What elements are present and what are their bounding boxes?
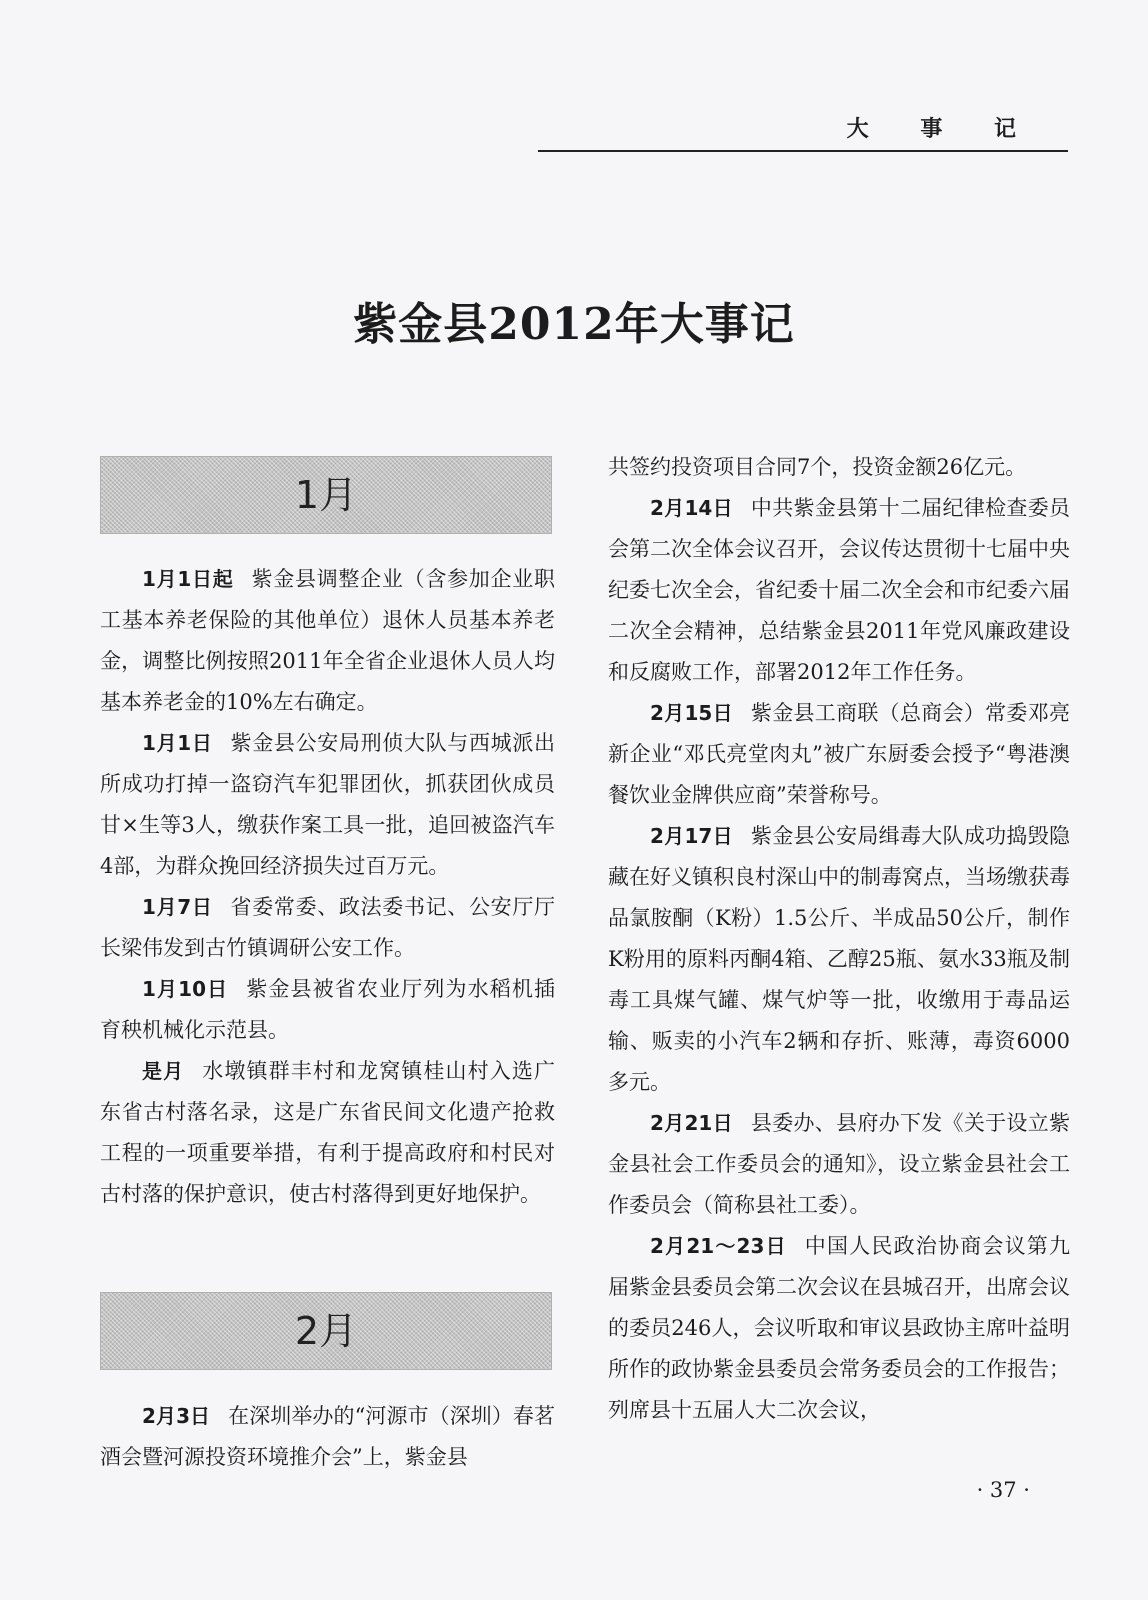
entry-date: 2月21日 — [650, 1111, 733, 1135]
entry-text: 县委办、县府办下发《关于设立紫金县社会工作委员会的通知》，设立紫金县社会工作委员会（简称县社工委）。 — [608, 1111, 1071, 1217]
january-entries — [100, 559, 555, 1215]
page-number: · 37 · — [976, 1478, 1030, 1502]
continued-text: 共签约投资项目合同7个，投资金额26亿元。 — [608, 455, 1027, 479]
entry-text: 省委常委、政法委书记、公安厅厅长梁伟发到古竹镇调研公安工作。 — [100, 895, 556, 960]
entry-text: 紫金县公安局缉毒大队成功捣毁隐藏在好义镇积良村深山中的制毒窝点，当场缴获毒品氯胺酮（K粉）1.5公斤、半成品50公斤，制作K粉用的原料丙酮4箱、乙醇25瓶、氨水33瓶及制毒工具煤气罐、煤气炉等一批，收缴用于毒品运输、贩卖的小汽车2辆和存折、账薄，毒资6000多元。 — [608, 824, 1071, 1094]
entry-text: 在深圳举办的“河源市（深圳）春茗酒会暨河源投资环境推介会”上，紫金县 — [100, 1404, 555, 1469]
entry-text: 紫金县调整企业（含参加企业职工基本养老保险的其他单位）退休人员基本养老金，调整比例按照2011年全省企业退休人员人均基本养老金的10%左右确定。 — [100, 567, 556, 714]
entry-date: 1月10日 — [142, 977, 229, 1001]
entry — [100, 723, 555, 887]
header-rule — [538, 150, 1068, 152]
running-header: 大 事 记 — [846, 116, 1038, 142]
entry-date: 2月14日 — [650, 496, 733, 520]
entry-date: 2月15日 — [650, 701, 733, 725]
entry-text: 中共紫金县第十二届纪律检查委员会第二次全体会议召开，会议传达贯彻十七届中央纪委七次全会，省纪委十届二次全会和市纪委六届二次全会精神，总结紫金县2011年党风廉政建设和反腐败工作，部署2012年工作任务。 — [608, 496, 1071, 684]
entry-text: 中国人民政治协商会议第九届紫金县委员会第二次会议在县城召开，出席会议的委员246人，会议听取和审议县政协主席叶益明所作的政协紫金县委员会常务委员会的工作报告；列席县十五届人大二次会议， — [608, 1234, 1070, 1422]
entry — [100, 1396, 555, 1478]
entry — [100, 969, 555, 1051]
entry — [608, 693, 1070, 816]
entry-date: 1月7日 — [142, 895, 213, 919]
entry-date: 1月1日 — [142, 731, 213, 755]
february-entries-right — [608, 447, 1070, 1431]
entry-date: 2月3日 — [142, 1404, 211, 1428]
entry-date: 1月1日起 — [142, 567, 234, 591]
entry-date: 是月 — [142, 1059, 185, 1083]
entry — [608, 488, 1070, 693]
month-heading-february: 2月 — [100, 1292, 552, 1370]
entry — [608, 1226, 1070, 1431]
entry-date: 2月17日 — [650, 824, 733, 848]
entry-text: 紫金县工商联（总商会）常委邓亮新企业“邓氏亮堂肉丸”被广东厨委会授予“粤港澳餐饮业金牌供应商”荣誉称号。 — [608, 701, 1071, 807]
entry — [100, 887, 555, 969]
month-heading-january: 1月 — [100, 456, 552, 534]
entry-text: 紫金县公安局刑侦大队与西城派出所成功打掉一盗窃汽车犯罪团伙，抓获团伙成员甘×生等3人，缴获作案工具一批，追回被盗汽车4部，为群众挽回经济损失过百万元。 — [100, 731, 556, 878]
entry — [100, 1051, 555, 1215]
entry-text: 水墩镇群丰村和龙窝镇桂山村入选广东省古村落名录，这是广东省民间文化遗产抢救工程的一项重要举措，有利于提高政府和村民对古村落的保护意识，使古村落得到更好地保护。 — [100, 1059, 556, 1206]
entry — [100, 559, 555, 723]
february-entries-left — [100, 1396, 555, 1478]
entry — [608, 816, 1070, 1103]
entry-date: 2月21～23日 — [650, 1234, 787, 1258]
entry-text: 紫金县被省农业厅列为水稻机插育秧机械化示范县。 — [100, 977, 556, 1042]
page-title: 紫金县2012年大事记 — [353, 299, 795, 350]
entry — [608, 1103, 1070, 1226]
